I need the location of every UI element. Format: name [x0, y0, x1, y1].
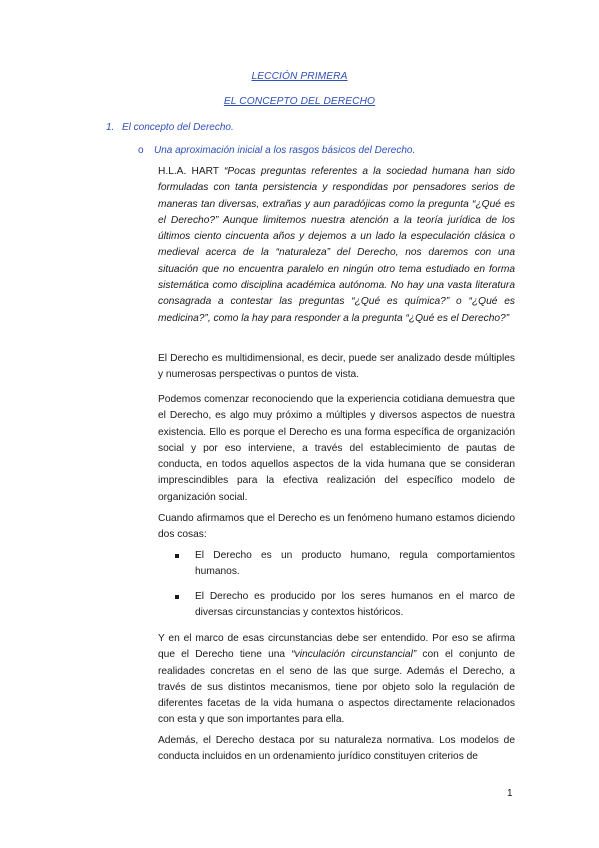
quote-text: “Pocas preguntas referentes a la sociedad humana han sido formuladas con tanta persistencia y respondidas por pensadores serios de maneras tan diversas, extrañas y aun paradójicas como la pregunta “¿Qué es el Derecho?” Aunque limitemos nuestra atención a la teoría jurídica de los últimos ciento cincuenta años y dejemos a un lado la especulación clásica o medieval acerca de la “naturaleza” del Derecho, nos daremos con una situación que no encuentra paralelo en ningún otro tema estudiado en forma sistemática como disciplina académica autónoma. No hay una vasta literatura consagrada a contestar las preguntas “¿Qué es química?” o “¿Qué es medicina?”, como la hay para responder a la pregunta “¿Qué es el Derecho?”: [158, 166, 515, 324]
p4-text-before: Y en el marco de esas circunstancias debe ser entendido. Por eso se afirma que el Derecho tiene una: [158, 633, 515, 661]
list-item: [175, 589, 515, 622]
page-number: 1: [507, 788, 513, 799]
hart-quote-paragraph: [158, 164, 515, 327]
p4-text-after: con el conjunto de realidades concretas en el seno de las que surge. Además el Derecho, a través de sus distintos mecanismos, tiene por objeto solo la regulación de diferentes facetas de la vida humana o aspectos directamente relacionados con esta y que son importantes para ella.: [158, 649, 515, 726]
subsection-bullet: o: [138, 145, 144, 156]
paragraph-multidimensional: El Derecho es multidimensional, es decir, puede ser analizado desde múltiples y numerosas perspectivas o puntos de vista.: [158, 353, 515, 381]
paragraph-normative-nature: Además, el Derecho destaca por su naturaleza normativa. Los modelos de conducta incluidos en un ordenamiento jurídico constituyen criterios de: [158, 735, 515, 763]
quote-author: H.L.A. HART: [158, 166, 219, 177]
p4-italic-term: “vinculación circunstancial”: [291, 649, 417, 661]
bullet-text: El Derecho es producido por los seres humanos en el marco de diversas circunstancias y contextos históricos.: [195, 591, 515, 619]
bullet-text: El Derecho es un producto humano, regula comportamientos humanos.: [195, 550, 515, 578]
bullet-list-item: [175, 548, 515, 581]
square-bullet-icon: [175, 595, 179, 599]
paragraph-everyday-experience: Podemos comenzar reconociendo que la experiencia cotidiana demuestra que el Derecho, es algo muy próximo a múltiples y diversos aspectos de nuestra existencia. Ello es porque el Derecho es una forma específica de organización social y por eso interviene, a través del establecimiento de pautas de conducta, en todos aquellos aspectos de la vida humana que se consideran imprescindibles para la efectiva realización del específico modelo de organización social.: [158, 394, 515, 503]
subsection-title: Una aproximación inicial a los rasgos básicos del Derecho.: [154, 145, 416, 156]
paragraph-circumstances: [158, 631, 515, 729]
subsection-heading: [138, 145, 415, 156]
lesson-heading: LECCIÓN PRIMERA: [251, 71, 348, 82]
bullet-list-item: [175, 589, 515, 622]
paragraph-human-phenomenon: Cuando afirmamos que el Derecho es un fenómeno humano estamos diciendo dos cosas:: [158, 513, 515, 541]
section-title: El concepto del Derecho.: [122, 122, 234, 133]
section-heading: [106, 122, 234, 133]
topic-heading: EL CONCEPTO DEL DERECHO: [223, 96, 376, 107]
list-item: [175, 548, 515, 581]
square-bullet-icon: [175, 554, 179, 558]
section-number: 1.: [106, 122, 115, 133]
